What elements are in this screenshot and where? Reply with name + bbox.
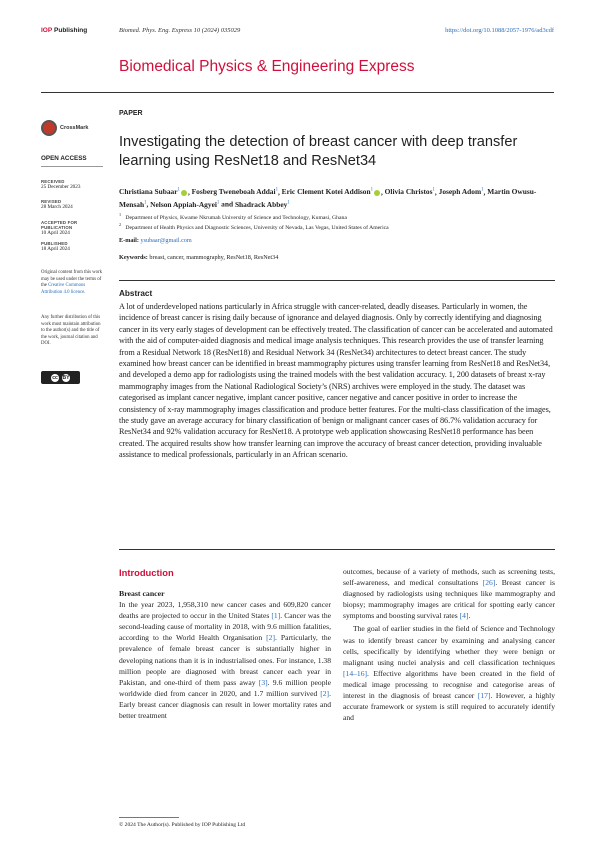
keywords-label: Keywords:: [119, 254, 148, 261]
accepted-label: ACCEPTED FOR PUBLICATION: [41, 220, 78, 230]
by-icon: BY: [62, 374, 70, 381]
paragraph-text: .: [468, 611, 471, 621]
crossmark-label: CrossMark: [60, 125, 89, 131]
journal-title: Biomedical Physics & Engineering Express: [119, 58, 415, 75]
abstract-end-divider: [119, 549, 555, 550]
sidebar-divider: [41, 166, 103, 167]
intro-paragraph: [343, 623, 555, 723]
footer-rule: [119, 817, 179, 818]
abstract: [119, 289, 555, 461]
cc-by-badge: [41, 371, 80, 384]
crossmark-badge[interactable]: [41, 116, 95, 140]
intro-paragraph: [343, 566, 555, 621]
revised-label: REVISED: [41, 199, 62, 204]
paragraph-text: . However, a highly accurate framework or system is still required to accurately identify and: [343, 691, 556, 723]
received-label: RECEIVED: [41, 179, 65, 184]
reference-link[interactable]: [2]: [266, 633, 275, 643]
paragraph-text: . Early breast cancer diagnosis can result in lower mortality rates and better treatment: [119, 688, 331, 721]
affiliation: $^2$ Department of Health Physics and Diagnostic Sciences, University of Nevada, Las Vegas, United States of America: [119, 222, 389, 231]
subsection-heading: Breast cancer: [119, 589, 165, 598]
reference-link[interactable]: [1]: [271, 611, 281, 621]
doi-link[interactable]: https://doi.org/10.1088/2057-1976/ad3cdf: [445, 27, 554, 34]
author[interactable]: Shadrack Abbey$^1$: [234, 199, 290, 209]
reference-link[interactable]: [2]: [320, 688, 330, 698]
paragraph-text: . Particularly, the prevalence of female breast cancer is substantially higher in developing nations than it is in industrialised ones. For instance, 1.38 million people are diagnosed with breast cancer each year in Pakistan, and one-third of them pass away: [119, 633, 331, 687]
license-pre: Original content from this work may be used under the terms of the: [41, 270, 103, 289]
section-heading: Introduction: [119, 567, 174, 578]
reference-link[interactable]: [4]: [459, 611, 469, 621]
author[interactable]: Nelson Appiah-Agyei$^1$: [150, 199, 220, 209]
abstract-heading: Abstract: [119, 289, 153, 298]
paragraph-text: . Breast cancer is diagnosed by radiologists using techniques like mammography and biopsy; mammography images are critical for spotting early cancer symptoms and boosting survival rates: [343, 578, 555, 621]
keywords-value: breast, cancer, mammography, ResNet18, ResNet34: [149, 254, 279, 261]
intro-paragraph: [119, 599, 331, 721]
author[interactable]: Christiana Subaar$^1$: [119, 187, 188, 196]
author[interactable]: Joseph Adom$^1$: [438, 187, 484, 197]
crossmark-icon: [41, 120, 57, 136]
article-type: PAPER: [119, 110, 143, 117]
revised-date: 28 March 2024: [41, 204, 73, 210]
published-label: PUBLISHED: [41, 241, 68, 246]
publisher-logo: [41, 27, 87, 34]
email-label: E-mail:: [119, 237, 139, 244]
author[interactable]: Olivia Christos$^1$: [384, 187, 435, 197]
intro-right-column: [343, 566, 555, 723]
paragraph-text: In the year 2023, 1,958,310 new cancer cases and 609,820 cancer deaths are projected to occur in the United States: [119, 600, 331, 621]
license-text: [41, 270, 103, 296]
received-block: [41, 179, 103, 190]
paragraph-text: The goal of earlier studies in the field of Science and Technology was to identify breast cancer by examining and analysing cancer cells, specifically by identifying whether they were benign or malignant using nuclei analysis and cell classification techniques: [343, 624, 555, 667]
open-access-label: OPEN ACCESS: [41, 155, 87, 162]
reference-link[interactable]: [14–16]: [343, 668, 368, 678]
publisher-suffix: Publishing: [54, 27, 88, 34]
author[interactable]: Fosberg Tweneboah Addai$^1$: [191, 187, 278, 197]
distribution-text: Any further distribution of this work must maintain attribution to the author(s) and the title of the work, journal citation and DOI.: [41, 315, 101, 347]
affiliation: $^1$ Department of Physics, Kwame Nkrumah University of Science and Technology, Kumasi, Ghana: [119, 212, 347, 221]
orcid-icon[interactable]: [181, 190, 187, 196]
revised-block: [41, 199, 103, 210]
accepted-block: [41, 220, 103, 236]
license-link[interactable]: Creative Commons Attribution 4.0 licence: [41, 283, 86, 295]
paragraph-text: . Cancer was the second-leading cause of mortality in 2018, with 9.6 million fatalities, according to the World Health Organisation: [119, 611, 331, 643]
abstract-text: A lot of underdeveloped nations particularly in Africa struggle with cancer-related, deadly diseases. Particularly in women, the incidence of breast cancer is rising daily because of ignorance and delayed diagnosis. Only by correctly identifying and diagnosing cancer in its very early stages of development can be effectively treated. The classification of cancer can be accelerated and automated with the aid of computer-aided diagnosis and medical image analysis techniques. This research provides the use of transfer learning from a Residual Network 18 (ResNet18) and Residual Network 34 (ResNet34) architectures to detect breast cancer. The study examined how breast cancer can be identified in breast mammography pictures using transfer learning from ResNet18 and ResNet34, and developed a demo app for radiologists using the trained models with the best validation accuracy. 1, 200 datasets of breast x-ray mammography images from the National Radiological Society’s (NRS) archives were employed in the study. The dataset was categorised as implant cancer negative, implant cancer positive, cancer negative and cancer positive in order to increase the consistency of x-ray mammography images classification and produce better features. For the multi-class classification of the images, the study gave an average accuracy for binary classification of benign or malignant cancer cases of 86.7% validation accuracy for ResNet34 and 92% validation accuracy for ResNet18. A prototype web application showcasing ResNet18 performance has been created. The acquired results show how transfer learning can improve the accuracy of breast cancer detection, providing invaluable assistance to medical professionals, particularly in an African scenario.: [119, 302, 553, 460]
header-divider: [41, 92, 554, 93]
copyright: © 2024 The Author(s). Published by IOP Publishing Ltd: [119, 822, 246, 828]
author-list: Christiana Subaar$^1$ , Fosberg Tweneboah Addai$^1$, Eric Clement Kotei Addison$^1$ , Olivia Christos$^1$, Joseph Adom$^1$, Martin Owusu-Mensah$^1$, Nelson Appiah-Agyei$^1$ and Shadrack Abbey$^1$: [119, 187, 537, 209]
journal-citation: Biomed. Phys. Eng. Express 10 (2024) 035029: [119, 27, 241, 34]
email-link[interactable]: ysubaar@gmail.com: [140, 237, 192, 244]
article-title: Investigating the detection of breast cancer with deep transfer learning using ResNet18 and ResNet34: [119, 134, 518, 169]
author[interactable]: Eric Clement Kotei Addison$^1$: [282, 187, 381, 196]
cc-icon: cc: [52, 374, 58, 381]
published-block: [41, 241, 103, 252]
orcid-icon[interactable]: [374, 190, 380, 196]
reference-link[interactable]: [3]: [258, 677, 268, 687]
reference-link[interactable]: [17]: [477, 691, 491, 701]
paragraph-text: outcomes, because of a variety of methods, such as screening tests, self-awareness, and medical consultations: [343, 567, 555, 588]
received-date: 25 December 2023: [41, 184, 81, 190]
intro-left-column: [119, 588, 331, 721]
published-date: 18 April 2024: [41, 246, 70, 252]
paragraph-text: . Effective algorithms have been created in the field of medical image processing to recognise and categorise areas of interest in the diagnosis of breast cancer: [343, 668, 555, 701]
paragraph-text: . 9.6 million people worldwide died from cancer in 2020, and 1.7 million survived: [119, 677, 331, 698]
accepted-date: 10 April 2024: [41, 230, 70, 236]
keywords-line: [119, 254, 278, 261]
abstract-divider: [119, 280, 555, 281]
reference-link[interactable]: [26]: [482, 578, 496, 588]
license-post: .: [84, 289, 86, 295]
publisher-name: IOP: [41, 27, 53, 34]
author[interactable]: Martin Owusu-Mensah$^1$: [119, 187, 537, 209]
email-line: [119, 237, 192, 244]
